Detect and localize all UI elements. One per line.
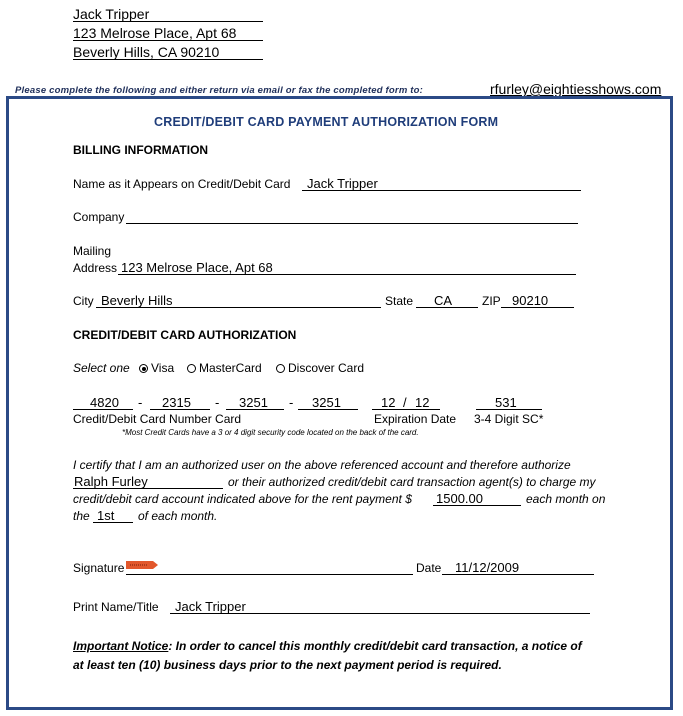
exp-label: Expiration Date	[374, 412, 457, 426]
payment-day-value[interactable]: 1st	[97, 508, 115, 523]
sender-city-line: Beverly Hills, CA 90210	[73, 44, 220, 60]
sender-street-underline	[73, 40, 263, 41]
card-number-line-4	[298, 409, 358, 410]
radio-visa[interactable]	[139, 361, 174, 375]
payment-amount-line	[433, 505, 521, 506]
address-line	[118, 274, 576, 275]
card-sep-3: -	[289, 395, 294, 410]
exp-line	[372, 409, 440, 410]
radio-discover-dot[interactable]	[276, 364, 285, 373]
important-notice-text-2: at least ten (10) business days prior to the next payment period is required.	[73, 658, 502, 672]
card-number-part-4[interactable]: 3251	[312, 395, 341, 410]
address-value[interactable]: 123 Melrose Place, Apt 68	[121, 260, 273, 275]
sign-here-pen-icon[interactable]	[126, 561, 158, 569]
zip-label: ZIP	[482, 294, 501, 308]
card-sep-2: -	[215, 395, 220, 410]
radio-visa-dot[interactable]	[139, 364, 148, 373]
cardholder-name-value[interactable]: Jack Tripper	[307, 176, 378, 191]
city-line	[96, 307, 381, 308]
certify-line-4: the	[73, 509, 90, 523]
city-label: City	[73, 294, 94, 308]
important-notice-text-1: : In order to cancel this monthly credit/debit card transaction, a notice of	[168, 639, 582, 653]
billing-heading: BILLING INFORMATION	[73, 143, 209, 157]
date-line	[442, 574, 594, 575]
certify-line-3: credit/debit card account indicated above for the rent payment $	[73, 492, 412, 506]
security-code-value[interactable]: 531	[495, 395, 517, 410]
sender-street: 123 Melrose Place, Apt 68	[73, 25, 237, 41]
card-heading: CREDIT/DEBIT CARD AUTHORIZATION	[73, 328, 297, 342]
payment-day-line	[93, 522, 133, 523]
sender-name-underline	[73, 21, 263, 22]
important-notice	[73, 637, 582, 656]
card-number-label: Credit/Debit Card Number Card	[73, 412, 242, 426]
card-number-line-1	[73, 409, 133, 410]
zip-line	[501, 307, 574, 308]
radio-mastercard-label: MasterCard	[199, 361, 262, 375]
exp-month[interactable]: 12	[381, 395, 396, 410]
state-line	[416, 307, 478, 308]
exp-year[interactable]: 12	[415, 395, 430, 410]
card-number-part-3[interactable]: 3251	[239, 395, 268, 410]
date-value[interactable]: 11/12/2009	[455, 560, 520, 575]
print-name-line	[170, 613, 590, 614]
instruction-text: Please complete the following and either return via email or fax the completed form to:	[15, 85, 424, 96]
certify-line-2: or their authorized credit/debit card transaction agent(s) to charge my	[228, 475, 596, 489]
certify-line-1: I certify that I am an authorized user on the above referenced account and therefore authorize	[73, 458, 571, 472]
signature-label: Signature	[73, 561, 125, 575]
certify-line-4-end: of each month.	[138, 509, 218, 523]
state-label: State	[385, 294, 414, 308]
exp-sep: /	[403, 395, 407, 410]
signature-line	[126, 574, 413, 575]
card-number-line-3	[226, 409, 284, 410]
print-name-value[interactable]: Jack Tripper	[175, 599, 246, 614]
payment-amount-value[interactable]: 1500.00	[436, 491, 483, 506]
radio-mastercard[interactable]	[187, 361, 262, 375]
print-name-label: Print Name/Title	[73, 600, 159, 614]
radio-discover-label: Discover Card	[288, 361, 365, 375]
certify-line-3-end: each month on	[526, 492, 606, 506]
address-label: Address	[73, 261, 118, 275]
security-code-label: 3-4 Digit SC*	[474, 412, 544, 426]
company-line	[126, 223, 578, 224]
date-label: Date	[416, 561, 442, 575]
security-code-footnote: *Most Credit Cards have a 3 or 4 digit security code located on the back of the card.	[122, 428, 419, 437]
sender-city-underline	[73, 59, 263, 60]
form-title: CREDIT/DEBIT CARD PAYMENT AUTHORIZATION FORM	[154, 115, 499, 129]
radio-discover[interactable]	[276, 361, 364, 375]
cardholder-name-label: Name as it Appears on Credit/Debit Card	[73, 177, 291, 191]
city-value[interactable]: Beverly Hills	[101, 293, 173, 308]
zip-value[interactable]: 90210	[512, 293, 549, 308]
company-label: Company	[73, 210, 125, 224]
select-one-label: Select one	[73, 361, 130, 375]
sender-name: Jack Tripper	[73, 6, 150, 22]
card-number-line-2	[150, 409, 210, 410]
radio-mastercard-dot[interactable]	[187, 364, 196, 373]
agent-name-value[interactable]: Ralph Furley	[74, 474, 148, 489]
state-value[interactable]: CA	[434, 293, 453, 308]
agent-name-line	[73, 488, 223, 489]
card-number-part-2[interactable]: 2315	[162, 395, 191, 410]
mailing-label: Mailing	[73, 244, 112, 258]
contact-email[interactable]: rfurley@eightiesshows.com	[490, 81, 662, 97]
card-sep-1: -	[138, 395, 143, 410]
card-number-part-1[interactable]: 4820	[90, 395, 119, 410]
important-notice-heading: Important Notice	[73, 639, 169, 653]
cardholder-name-line	[302, 190, 581, 191]
security-code-line	[476, 409, 542, 410]
radio-visa-label: Visa	[151, 361, 175, 375]
